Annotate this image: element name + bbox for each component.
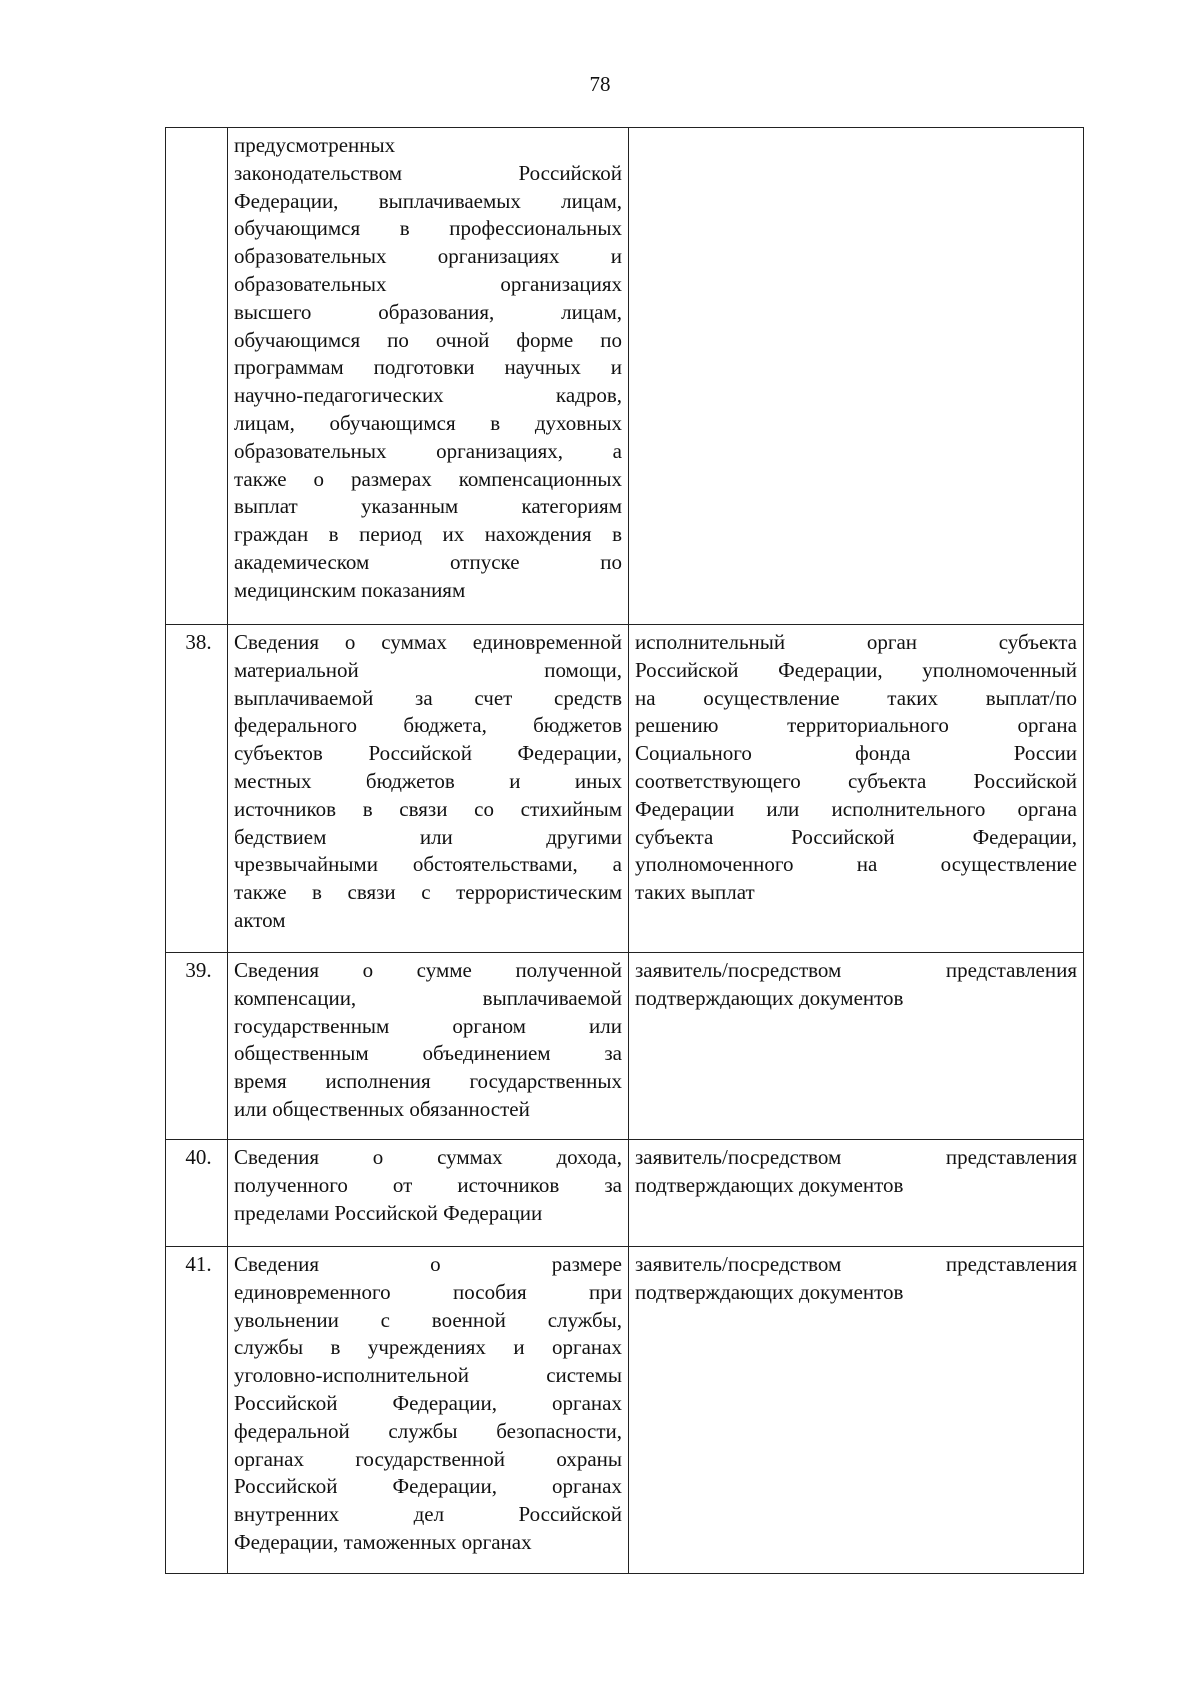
table-row <box>166 1247 1084 1574</box>
row-number: 38. <box>166 625 228 953</box>
text-line: материальной помощи, <box>234 657 622 682</box>
text-line: федерального бюджета, бюджетов <box>234 713 622 738</box>
text-line: государственным органом или <box>234 1013 622 1038</box>
row-number: 39. <box>166 953 228 1140</box>
text-line: Сведения о суммах единовременной <box>234 630 622 654</box>
text-line: уполномоченного на осуществление <box>635 852 1077 877</box>
text-line: образовательных организациях и <box>234 244 622 269</box>
page-number: 78 <box>589 72 611 96</box>
row-number <box>166 128 228 625</box>
text-line: субъектов Российской Федерации, <box>234 741 622 766</box>
text-line: подтверждающих документов <box>635 1172 904 1197</box>
info-name-cell <box>228 128 629 625</box>
text-line: внутренних дел Российской <box>234 1502 622 1527</box>
text-line: местных бюджетов и иных <box>234 768 622 793</box>
data-sources-table <box>165 127 1084 1574</box>
text-line: Социального фонда России <box>635 741 1077 766</box>
text-line: программам подготовки научных и <box>234 355 622 380</box>
info-name-cell <box>228 953 629 1140</box>
text-line: Федерации, выплачиваемых лицам, <box>234 188 622 213</box>
text-line: актом <box>234 907 286 932</box>
info-name-cell <box>228 1247 629 1574</box>
info-source-cell <box>629 1140 1084 1247</box>
text-line: заявитель/посредством представления <box>635 958 1077 982</box>
text-line: Российской Федерации, органах <box>234 1474 622 1499</box>
text-line: на осуществление таких выплат/по <box>635 685 1077 710</box>
text-line: подтверждающих документов <box>635 1279 904 1304</box>
text-line: полученного от источников за <box>234 1172 622 1197</box>
text-line: или общественных обязанностей <box>234 1096 530 1121</box>
text-line: также о размерах компенсационных <box>234 466 622 491</box>
text-line: таких выплат <box>635 880 755 905</box>
table-row <box>166 1140 1084 1247</box>
text-line: Федерации, таможенных органах <box>234 1529 532 1554</box>
table-row <box>166 128 1084 625</box>
text-line: медицинским показаниям <box>234 577 466 602</box>
text-line: выплачиваемой за счет средств <box>234 685 622 710</box>
text-line: образовательных организациях <box>234 271 622 296</box>
table-row <box>166 625 1084 953</box>
text-line: источников в связи со стихийным <box>234 796 622 821</box>
text-line: Сведения о суммах дохода, <box>234 1145 622 1169</box>
text-line: компенсации, выплачиваемой <box>234 985 622 1010</box>
text-line: уголовно-исполнительной системы <box>234 1363 622 1388</box>
text-line: субъекта Российской Федерации, <box>635 824 1077 849</box>
text-line: обучающимся в профессиональных <box>234 216 622 241</box>
info-source-cell <box>629 1247 1084 1574</box>
text-line: соответствующего субъекта Российской <box>635 768 1077 793</box>
text-line: Сведения о размере <box>234 1252 622 1276</box>
text-line: заявитель/посредством представления <box>635 1252 1077 1276</box>
text-line: увольнении с военной службы, <box>234 1307 622 1332</box>
text-line: общественным объединением за <box>234 1041 622 1066</box>
text-line: единовременного пособия при <box>234 1279 622 1304</box>
text-line: органах государственной охраны <box>234 1446 622 1471</box>
text-line: предусмотренных <box>234 133 396 157</box>
text-line: академическом отпуске по <box>234 549 622 574</box>
info-source-cell <box>629 128 1084 625</box>
text-line: лицам, обучающимся в духовных <box>234 410 622 435</box>
info-name-cell <box>228 625 629 953</box>
text-line: бедствием или другими <box>234 824 622 849</box>
text-line: Сведения о сумме полученной <box>234 958 622 982</box>
text-line: обучающимся по очной форме по <box>234 327 622 352</box>
info-source-cell <box>629 953 1084 1140</box>
row-number: 40. <box>166 1140 228 1247</box>
info-source-cell <box>629 625 1084 953</box>
text-line: службы в учреждениях и органах <box>234 1335 622 1360</box>
text-line: федеральной службы безопасности, <box>234 1418 622 1443</box>
text-line: пределами Российской Федерации <box>234 1200 543 1225</box>
info-name-cell <box>228 1140 629 1247</box>
text-line: Российской Федерации, уполномоченный <box>635 657 1077 682</box>
text-line: граждан в период их нахождения в <box>234 522 622 547</box>
row-number: 41. <box>166 1247 228 1574</box>
text-line: решению территориального органа <box>635 713 1077 738</box>
text-line: заявитель/посредством представления <box>635 1145 1077 1169</box>
text-line: также в связи с террористическим <box>234 880 622 905</box>
text-line: законодательством Российской <box>234 160 622 185</box>
text-line: время исполнения государственных <box>234 1069 622 1094</box>
text-line: высшего образования, лицам, <box>234 299 622 324</box>
text-line: Российской Федерации, органах <box>234 1390 622 1415</box>
text-line: чрезвычайными обстоятельствами, а <box>234 852 622 877</box>
text-line: выплат указанным категориям <box>234 494 622 519</box>
text-line: исполнительный орган субъекта <box>635 630 1077 654</box>
text-line: научно-педагогических кадров, <box>234 383 622 408</box>
text-line: подтверждающих документов <box>635 985 904 1010</box>
text-line: образовательных организациях, а <box>234 438 622 463</box>
table-row <box>166 953 1084 1140</box>
text-line: Федерации или исполнительного органа <box>635 796 1077 821</box>
